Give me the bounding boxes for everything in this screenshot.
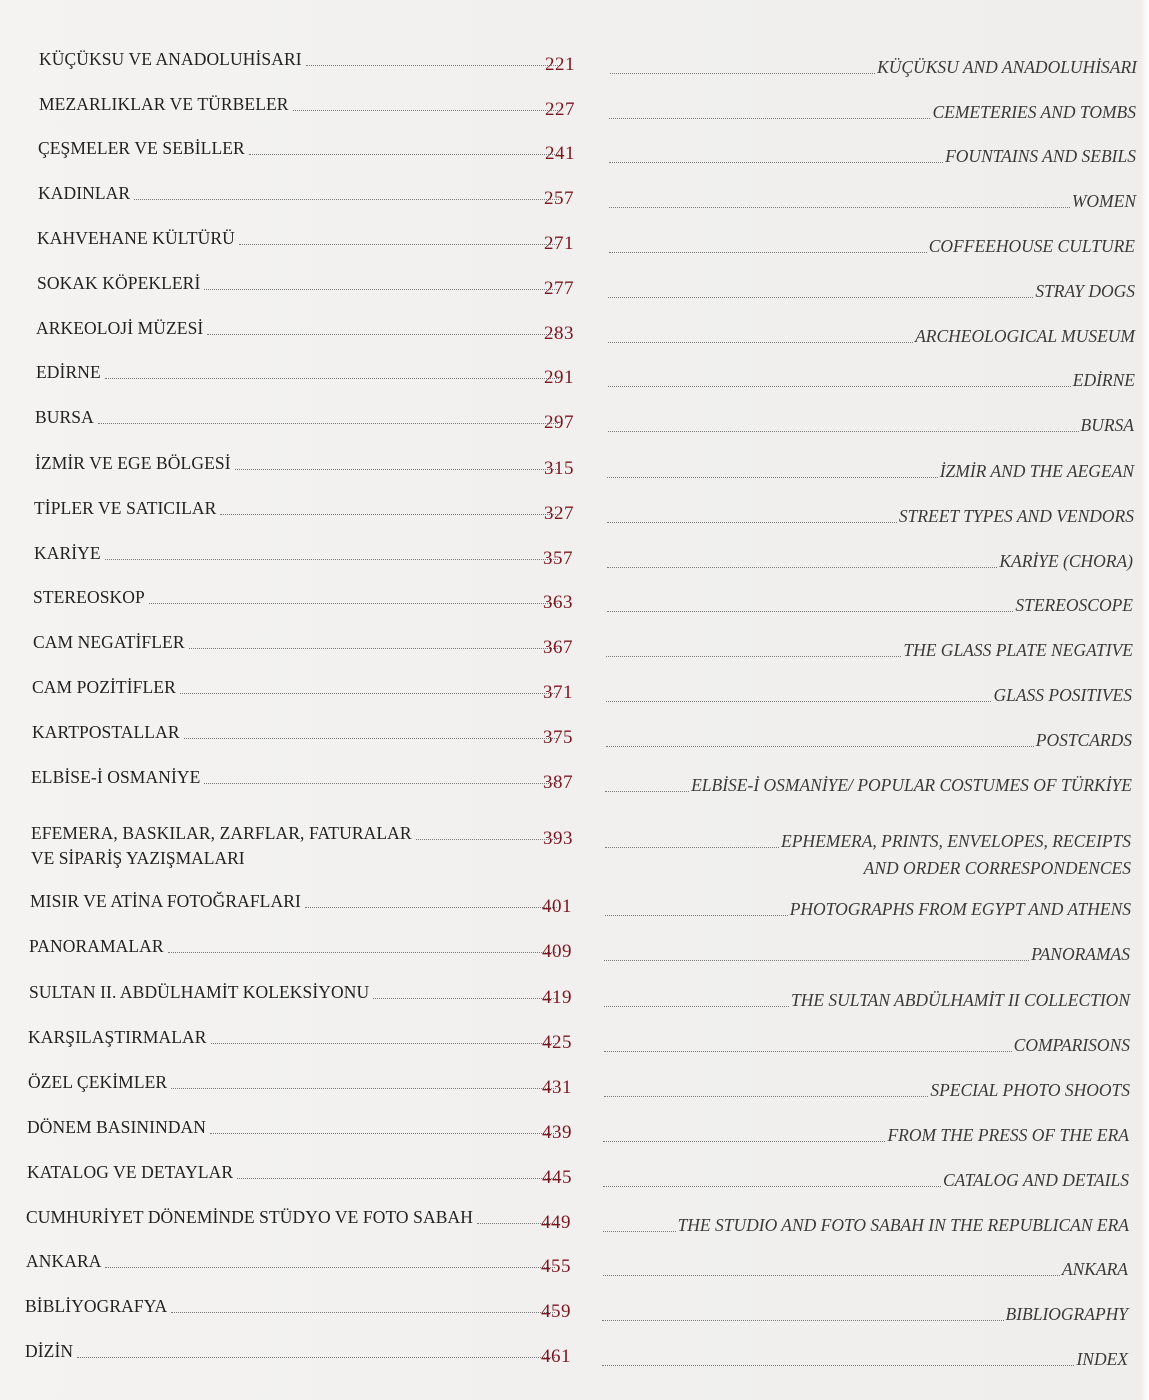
english-title-line2: AND ORDER CORRESPONDENCES [863,858,1131,878]
turkish-title: KATALOG VE DETAYLAR [27,1162,234,1182]
page-number: 327 [544,503,574,524]
toc-entry-english [603,1210,1129,1238]
turkish-title: CAM NEGATİFLER [33,632,185,652]
page-number: 241 [545,143,575,164]
dot-leader [180,693,557,694]
toc-entry-turkish [38,178,559,206]
page-number: 271 [544,233,574,254]
english-title: CEMETERIES AND TOMBS [932,102,1136,122]
dot-leader [211,1043,556,1044]
dot-leader [239,244,559,245]
toc-entry-turkish [39,44,560,72]
dot-leader [608,342,913,343]
dot-leader [607,477,938,478]
english-title: FOUNTAINS AND SEBILS [945,146,1136,166]
turkish-title: BURSA [35,407,94,427]
english-title: EPHEMERA, PRINTS, ENVELOPES, RECEIPTS [781,831,1131,851]
toc-entry-turkish [28,1022,556,1050]
toc-entry[interactable] [0,762,1149,822]
english-title: BURSA [1080,415,1134,435]
english-title: THE STUDIO AND FOTO SABAH IN THE REPUBLICAN ERA [677,1215,1129,1235]
toc-entry-english [604,985,1130,1013]
page-number: 375 [543,727,573,748]
english-title: COMPARISONS [1013,1035,1130,1055]
toc-entry-turkish [31,818,557,846]
dot-leader [604,1096,928,1097]
dot-leader [204,783,557,784]
dot-leader [105,559,558,560]
english-title: EDİRNE [1072,370,1135,390]
english-title: PHOTOGRAPHS FROM EGYPT AND ATHENS [789,899,1131,919]
page-number: 445 [542,1167,572,1188]
toc-entry-turkish [32,672,557,700]
page-number: 431 [542,1077,572,1098]
toc-entry-english [608,365,1135,393]
toc-entry-turkish [39,89,560,117]
turkish-title: DÖNEM BASININDAN [27,1117,207,1137]
toc-entry-turkish [35,402,558,430]
dot-leader [220,514,558,515]
english-title: KARİYE (CHORA) [999,551,1133,571]
dot-leader [606,746,1034,747]
turkish-title: BİBLİYOGRAFYA [25,1296,168,1316]
turkish-title: KARŞILAŞTIRMALAR [28,1027,207,1047]
toc-entry-english [604,1030,1130,1058]
turkish-title: KAHVEHANE KÜLTÜRÜ [37,228,235,248]
dot-leader [249,154,559,155]
page-number: 371 [543,682,573,703]
toc-entry-english [608,276,1135,304]
dot-leader [207,334,559,335]
turkish-title: EFEMERA, BASKILAR, ZARFLAR, FATURALAR [31,823,412,843]
dot-leader [305,907,557,908]
turkish-title: TİPLER VE SATICILAR [34,498,217,518]
turkish-title: KARİYE [34,543,101,563]
dot-leader [171,1312,555,1313]
dot-leader [608,431,1079,432]
dot-leader [607,567,997,568]
toc-entry-turkish [32,717,557,745]
english-title: POSTCARDS [1035,730,1132,750]
turkish-title-line2: VE SİPARİŞ YAZIŞMALARI [31,848,245,868]
turkish-title: ANKARA [26,1251,102,1271]
toc-entry-english [605,894,1131,922]
toc-entry-turkish [30,886,557,914]
page-number: 419 [542,987,572,1008]
toc-entry-turkish [25,1291,555,1319]
english-title: WOMEN [1071,191,1136,211]
page-edge [1140,0,1149,1400]
toc-entry-english [604,939,1130,967]
page-number: 315 [544,458,574,479]
page-number: 283 [544,323,574,344]
toc-entry-english [603,1165,1129,1193]
english-title: FROM THE PRESS OF THE ERA [887,1125,1129,1145]
turkish-title: İZMİR VE EGE BÖLGESİ [35,453,231,473]
turkish-title: SOKAK KÖPEKLERİ [37,273,201,293]
toc-entry-turkish [33,627,558,655]
toc-entry-english [606,635,1133,663]
dot-leader [98,423,558,424]
english-title: STRAY DOGS [1035,281,1135,301]
turkish-title: KARTPOSTALLAR [32,722,180,742]
page-number: 277 [544,278,574,299]
toc-entry-english [603,1120,1129,1148]
dot-leader [609,118,930,119]
dot-leader [168,952,556,953]
dot-leader [608,386,1071,387]
dot-leader [184,738,557,739]
dot-leader [609,252,927,253]
dot-leader [602,1365,1074,1366]
toc-entry-english [602,1299,1128,1327]
english-title: STEREOSCOPE [1015,595,1133,615]
toc-entry-turkish [34,493,558,521]
dot-leader [605,847,779,848]
page-number: 425 [542,1032,572,1053]
dot-leader [293,110,560,111]
toc-entry-turkish [27,1112,556,1140]
page-number: 257 [544,188,574,209]
page-number: 401 [542,896,572,917]
dot-leader [603,1141,885,1142]
page-number: 393 [543,828,573,849]
dot-leader [610,73,875,74]
toc-entry-turkish [26,1246,555,1274]
turkish-title: ARKEOLOJİ MÜZESİ [36,318,204,338]
toc-entry-turkish [35,448,558,476]
dot-leader [189,648,558,649]
english-title: GLASS POSITIVES [993,685,1132,705]
dot-leader [609,207,1070,208]
dot-leader [604,960,1029,961]
turkish-title: MEZARLIKLAR VE TÜRBELER [39,94,289,114]
toc-entry-turkish [38,133,559,161]
dot-leader [171,1088,556,1089]
page-number: 291 [544,367,574,388]
turkish-title: EDİRNE [36,362,101,382]
dot-leader [105,1267,555,1268]
dot-leader [237,1178,556,1179]
english-title: KÜÇÜKSU AND ANADOLUHİSARI [877,57,1137,77]
dot-leader [603,1275,1060,1276]
turkish-title: KADINLAR [38,183,131,203]
page-number: 409 [542,941,572,962]
turkish-title: STEREOSKOP [33,587,145,607]
toc-entry-turkish [31,762,557,790]
dot-leader [603,1186,941,1187]
toc-entry-english [602,1344,1128,1372]
english-title: ELBİSE-İ OSMANİYE/ POPULAR COSTUMES OF TÜRKİYE [691,775,1132,795]
page-number: 297 [544,412,574,433]
page-number: 227 [545,99,575,120]
dot-leader [607,522,897,523]
toc-entry-turkish [26,1202,555,1230]
toc-entry-english [609,231,1135,259]
english-title: STREET TYPES AND VENDORS [898,506,1134,526]
page-number: 367 [543,637,573,658]
dot-leader [235,469,558,470]
toc-entry-turkish [29,977,556,1005]
dot-leader [607,611,1013,612]
english-title: INDEX [1076,1349,1128,1369]
turkish-title: ÇEŞMELER VE SEBİLLER [38,138,245,158]
toc-entry-turkish [33,582,558,610]
toc-entry-turkish [37,223,559,251]
toc-entry-english [605,826,1131,854]
dot-leader [210,1133,556,1134]
dot-leader [306,65,560,66]
english-title: SPECIAL PHOTO SHOOTS [930,1080,1130,1100]
toc-entry-turkish [37,268,559,296]
dot-leader [204,289,559,290]
dot-leader [105,378,559,379]
english-title: COFFEEHOUSE CULTURE [928,236,1135,256]
dot-leader [606,701,991,702]
toc-entry-turkish [28,1067,556,1095]
dot-leader [602,1320,1004,1321]
page-number: 221 [545,54,575,75]
dot-leader [605,791,689,792]
toc-entry-english [603,1254,1128,1282]
english-title: THE GLASS PLATE NEGATIVE [903,640,1133,660]
toc-entry-english [608,321,1135,349]
toc-entry[interactable] [0,818,1149,878]
toc-entry-english [607,590,1133,618]
toc-entry-turkish [36,313,559,341]
toc-entry-english [607,501,1134,529]
toc-entry-turkish [27,1157,556,1185]
turkish-title: ÖZEL ÇEKİMLER [28,1072,168,1092]
english-title: İZMİR AND THE AEGEAN [939,461,1134,481]
toc-entry-english [606,725,1132,753]
toc-entry-english [608,410,1134,438]
page-number: 363 [543,592,573,613]
page-number: 357 [543,548,573,569]
dot-leader [606,656,901,657]
toc-entry-turkish [34,538,558,566]
dot-leader [605,915,788,916]
page-number: 461 [541,1346,571,1367]
english-title: ARCHEOLOGICAL MUSEUM [915,326,1135,346]
english-title: PANORAMAS [1031,944,1130,964]
turkish-title: ELBİSE-İ OSMANİYE [31,767,201,787]
turkish-title: MISIR VE ATİNA FOTOĞRAFLARI [30,891,301,911]
toc-entry-english [604,1075,1130,1103]
dot-leader [134,199,559,200]
dot-leader [609,162,943,163]
toc-entry-turkish [25,1336,555,1364]
turkish-title: KÜÇÜKSU VE ANADOLUHİSARI [39,49,302,69]
page-number: 455 [541,1256,571,1277]
toc-entry-turkish [36,357,559,385]
dot-leader [77,1357,555,1358]
english-title: CATALOG AND DETAILS [942,1170,1129,1190]
turkish-title: CUMHURİYET DÖNEMİNDE STÜDYO VE FOTO SABAH [26,1207,473,1227]
dot-leader [604,1051,1012,1052]
english-title: BIBLIOGRAPHY [1005,1304,1128,1324]
toc-entry-english [607,456,1134,484]
toc-entry[interactable] [0,1336,1149,1396]
toc-entry-english [605,770,1132,798]
page-number: 449 [541,1212,571,1233]
dot-leader [608,297,1033,298]
toc-entry-turkish [29,931,556,959]
turkish-title: DİZİN [25,1341,74,1361]
toc-entry-english [609,97,1136,125]
toc-entry-english [610,52,1137,80]
toc-entry-english [606,680,1132,708]
english-title: ANKARA [1061,1259,1128,1279]
turkish-title: PANORAMALAR [29,936,164,956]
english-title: THE SULTAN ABDÜLHAMİT II COLLECTION [790,990,1130,1010]
page-number: 459 [541,1301,571,1322]
dot-leader [149,603,558,604]
toc-entry-english [609,141,1136,169]
page-number: 387 [543,772,573,793]
dot-leader [603,1231,676,1232]
toc-entry-english [609,186,1136,214]
turkish-title: SULTAN II. ABDÜLHAMİT KOLEKSİYONU [29,982,370,1002]
dot-leader [604,1006,789,1007]
turkish-title: CAM POZİTİFLER [32,677,176,697]
toc-entry-english [607,546,1133,574]
page-number: 439 [542,1122,572,1143]
